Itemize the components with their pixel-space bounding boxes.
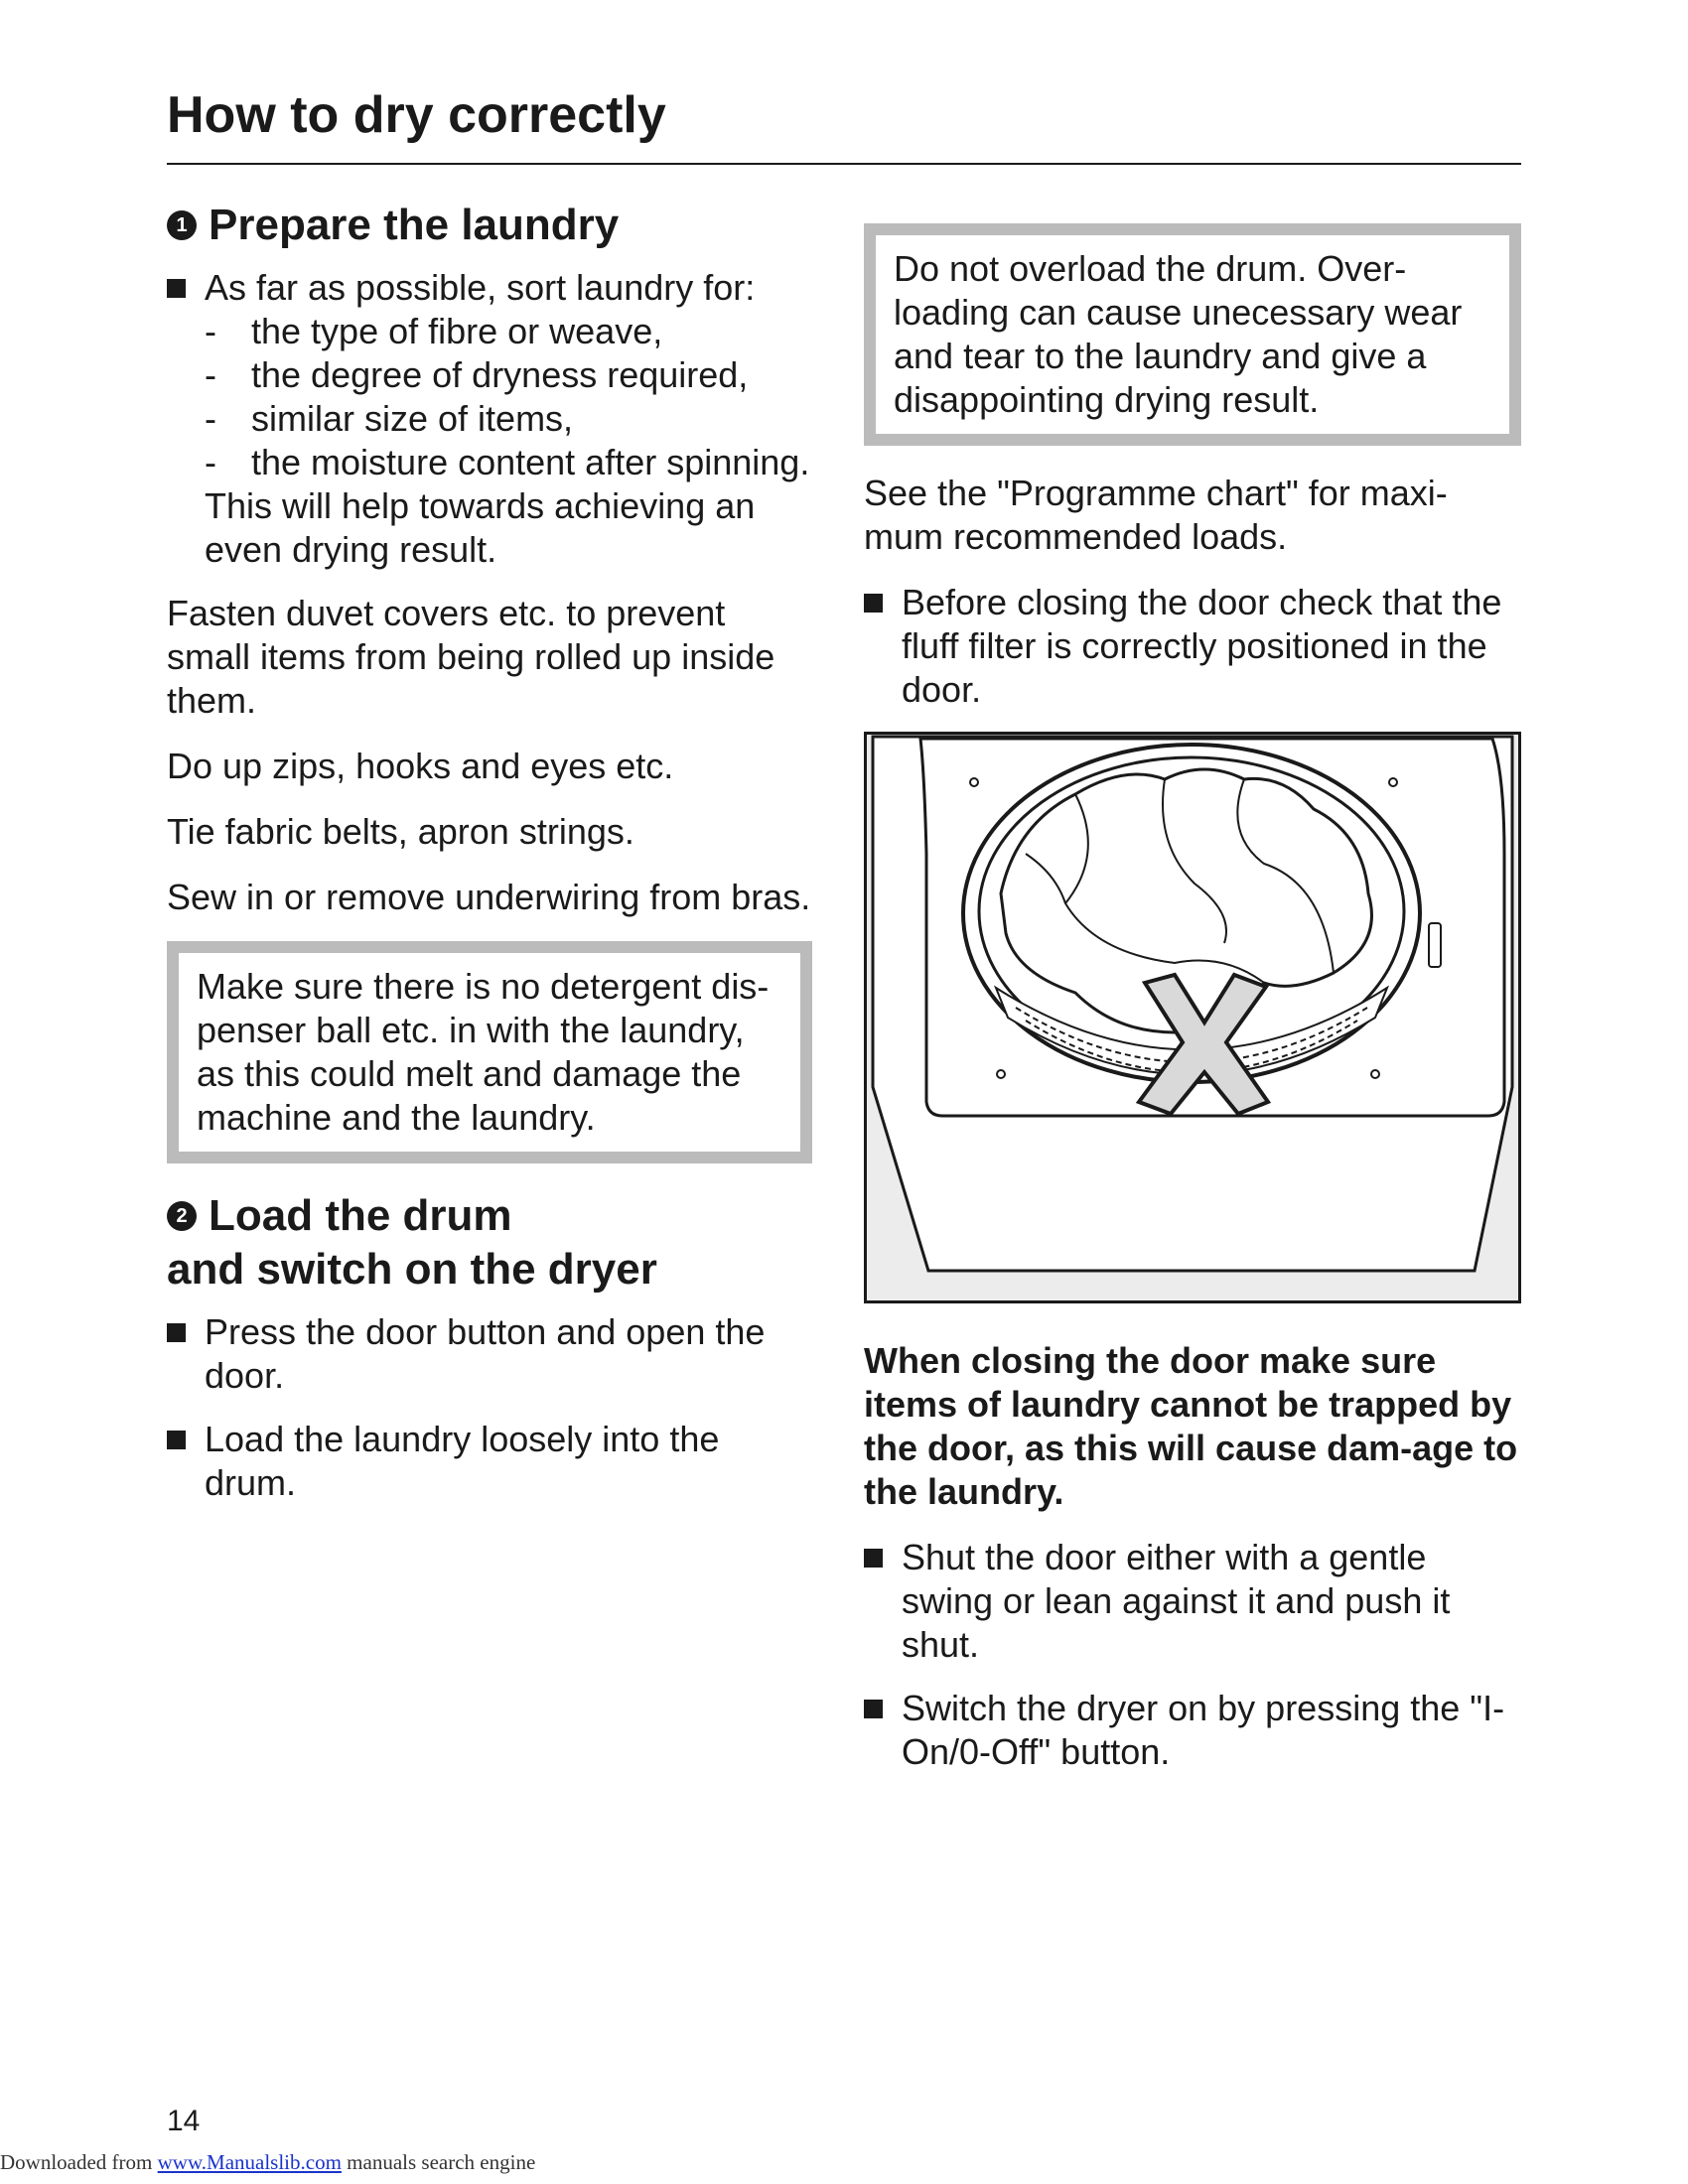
footer-suffix: manuals search engine bbox=[347, 2150, 536, 2174]
sort-result: This will help towards achieving an even drying result. bbox=[205, 485, 756, 570]
sort-bullet bbox=[167, 266, 812, 572]
paragraph: Tie fabric belts, apron strings. bbox=[167, 811, 634, 852]
list-item bbox=[167, 1310, 812, 1398]
list-item bbox=[167, 1418, 812, 1505]
bullet-square-icon bbox=[167, 1431, 186, 1449]
bullet-square-icon bbox=[864, 594, 883, 613]
bullet-square-icon bbox=[167, 279, 186, 298]
bullet-square-icon bbox=[864, 1549, 883, 1568]
list-item: - similar size of items, bbox=[205, 397, 812, 441]
page-title: How to dry correctly bbox=[167, 86, 666, 144]
section-1-title: Prepare the laundry bbox=[209, 201, 620, 249]
page-number: 14 bbox=[167, 2105, 201, 2137]
section-2-title bbox=[167, 1189, 657, 1297]
paragraph: Do up zips, hooks and eyes etc. bbox=[167, 746, 674, 786]
list-item: - the degree of dryness required, bbox=[205, 353, 812, 397]
left-column bbox=[167, 199, 812, 1525]
bullet-square-icon bbox=[167, 1323, 186, 1342]
section-2-title-line1: Load the drum bbox=[209, 1191, 512, 1240]
detergent-ball-note: Make sure there is no detergent dis-penser ball etc. in with the laundry, as this could melt and damage the machine and the laundry. bbox=[167, 941, 812, 1163]
bullet-text: Before closing the door check that the fluff filter is correctly positioned in the door. bbox=[902, 582, 1502, 710]
section-2-heading bbox=[167, 1189, 812, 1297]
list-item bbox=[864, 581, 1521, 712]
section-2-title-line2: and switch on the dryer bbox=[167, 1245, 657, 1294]
title-divider bbox=[167, 163, 1521, 165]
step-1-badge: 1 bbox=[167, 210, 197, 240]
list-item: - the moisture content after spinning. bbox=[205, 441, 812, 484]
list-item bbox=[864, 1687, 1521, 1774]
download-footer bbox=[0, 2150, 535, 2175]
sort-list bbox=[205, 310, 812, 484]
list-item bbox=[864, 1536, 1521, 1667]
list-item: - the type of fibre or weave, bbox=[205, 310, 812, 353]
overloaded-drum-illustration bbox=[864, 732, 1521, 1303]
bullet-text: Load the laundry loosely into the drum. bbox=[205, 1419, 720, 1503]
paragraph: Sew in or remove underwiring from bras. bbox=[167, 877, 811, 917]
bullet-text: Switch the dryer on by pressing the "I-On/0-Off" button. bbox=[902, 1688, 1505, 1772]
manualslib-link[interactable]: www.Manualslib.com bbox=[157, 2150, 342, 2174]
section-1-heading bbox=[167, 199, 812, 252]
sort-intro: As far as possible, sort laundry for: bbox=[205, 267, 756, 308]
overload-note: Do not overload the drum. Over-loading can cause unecessary wear and tear to the laundry and give a disappointing drying result. bbox=[864, 223, 1521, 446]
bullet-text: Shut the door either with a gentle swing or lean against it and push it shut. bbox=[902, 1537, 1451, 1665]
paragraph: Fasten duvet covers etc. to prevent small items from being rolled up inside them. bbox=[167, 593, 775, 721]
footer-prefix: Downloaded from bbox=[0, 2150, 153, 2174]
programme-chart-reference: See the "Programme chart" for maxi-mum recommended loads. bbox=[864, 473, 1448, 557]
step-2-badge: 2 bbox=[167, 1201, 197, 1231]
drum-icon bbox=[867, 735, 1518, 1300]
right-column bbox=[864, 223, 1521, 1794]
door-trap-warning: When closing the door make sure items of laundry cannot be trapped by the door, as this will cause dam-age to the laundry. bbox=[864, 1340, 1518, 1512]
bullet-square-icon bbox=[864, 1700, 883, 1718]
bullet-text: Press the door button and open the door. bbox=[205, 1311, 766, 1396]
